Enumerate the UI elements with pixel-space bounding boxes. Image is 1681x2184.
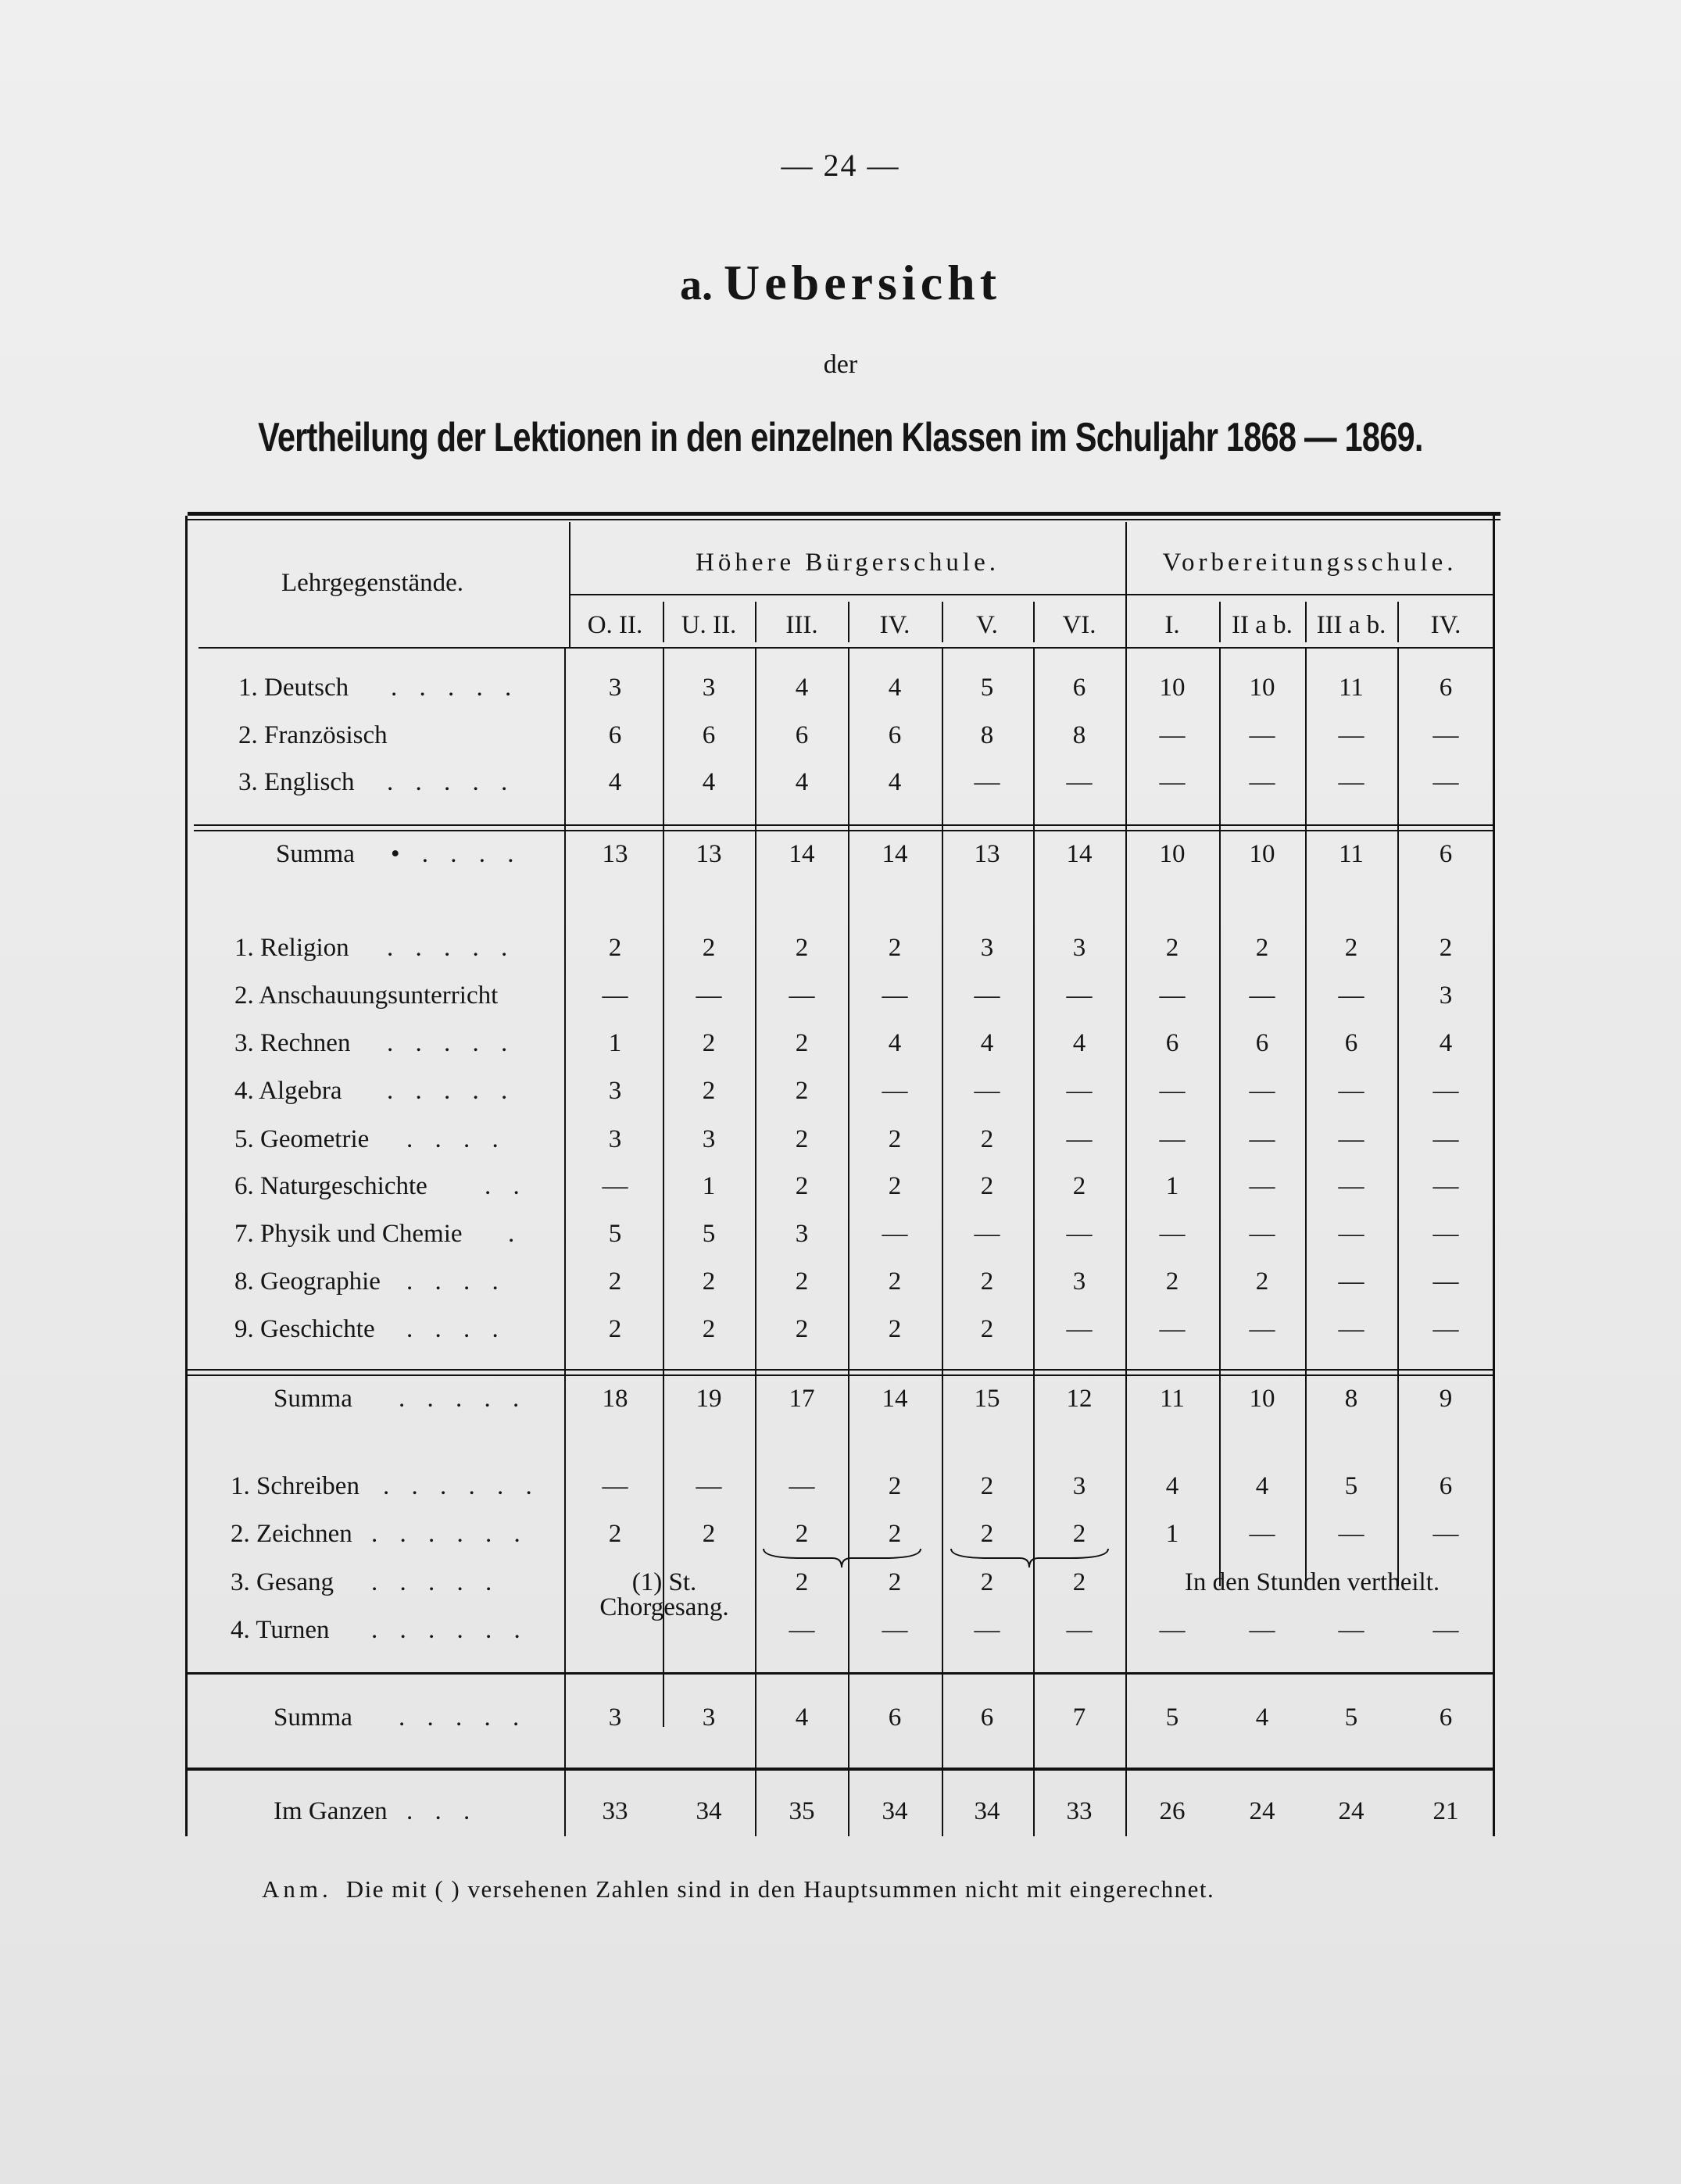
cell-value: — (1249, 1077, 1275, 1105)
column-header: IV. (879, 611, 910, 639)
cell-value: 24 (1338, 1797, 1364, 1825)
cell-value: 2 (888, 1267, 902, 1296)
cell-value: 2 (980, 1472, 994, 1500)
cell-value: — (1159, 768, 1186, 796)
cell-value: 34 (882, 1797, 908, 1825)
cell-value: 34 (696, 1797, 722, 1825)
col-sep (1033, 649, 1035, 1836)
total-rule (188, 1768, 1493, 1771)
cell-value: 6 (1072, 674, 1086, 702)
row-label: 4. Algebra (234, 1077, 342, 1105)
cell-value: 2 (1344, 934, 1358, 962)
row-label: 2. Zeichnen (231, 1520, 352, 1548)
cell-value: — (696, 981, 722, 1010)
cell-value: — (882, 1616, 908, 1644)
cell-value: 2 (1255, 1267, 1269, 1296)
cell-value: 4 (795, 674, 809, 702)
cell-value: 5 (1344, 1703, 1358, 1732)
cell-value: — (1432, 1616, 1459, 1644)
cell-value: — (1159, 981, 1186, 1010)
row-leader-dots: . . . . . (387, 1077, 516, 1105)
cell-value: 6 (608, 721, 622, 749)
cell-value: 4 (1072, 1029, 1086, 1057)
block3-summa-rule (188, 1672, 1493, 1675)
row-label: Summa (274, 1703, 352, 1732)
cell-value: — (1249, 1315, 1275, 1343)
cell-value: 6 (795, 721, 809, 749)
row-label: 3. Rechnen (234, 1029, 351, 1057)
cell-value: 4 (888, 768, 902, 796)
cell-value: 2 (888, 1125, 902, 1153)
cell-value: 33 (602, 1797, 628, 1825)
row-leader-dots: . (508, 1220, 523, 1248)
row-leader-dots: • . . . . (391, 840, 522, 868)
row-leader-dots: . . . . . . (383, 1472, 540, 1500)
cell-value: — (1066, 1315, 1093, 1343)
cell-value: 26 (1159, 1797, 1186, 1825)
cell-value: 11 (1339, 674, 1364, 702)
row-label: 2. Anschauungsunterricht (234, 981, 499, 1010)
table-top-rule (188, 512, 1500, 516)
cell-value: 2 (980, 1125, 994, 1153)
row-leader-dots: . . . . (406, 1267, 506, 1296)
cell-value: — (1066, 1125, 1093, 1153)
cell-value: — (1159, 1125, 1186, 1153)
table-left-border (185, 516, 188, 1836)
cell-value: 7 (1072, 1703, 1086, 1732)
cell-value: 6 (1439, 840, 1453, 868)
cell-value: 14 (882, 840, 908, 868)
cell-value: 8 (980, 721, 994, 749)
cell-value: — (789, 981, 815, 1010)
row-label: 2. Französisch (238, 721, 388, 749)
cell-value: 2 (888, 1568, 902, 1596)
footnote (262, 1875, 1214, 1903)
cell-value: 3 (608, 674, 622, 702)
row-label: Summa (274, 1385, 352, 1413)
cell-value: — (1338, 1077, 1364, 1105)
cell-value: — (1432, 1172, 1459, 1200)
cell-value: 10 (1249, 674, 1275, 702)
cell-value: 2 (795, 934, 809, 962)
page-number: — 24 — (781, 148, 900, 183)
cell-value: — (1249, 1520, 1275, 1548)
row-leader-dots: . . . . . (387, 934, 516, 962)
cell-value: 6 (888, 721, 902, 749)
cell-value: 6 (980, 1703, 994, 1732)
col-sep (1397, 649, 1399, 1586)
row-leader-dots: . . . . . (387, 1029, 516, 1057)
cell-value: 24 (1249, 1797, 1275, 1825)
cell-value: — (1432, 1077, 1459, 1105)
cell-value: — (1338, 721, 1364, 749)
row-leader-dots: . . . . . (399, 1385, 528, 1413)
cell-value: 14 (882, 1385, 908, 1413)
cell-value: 6 (1439, 1472, 1453, 1500)
brace-v-vi (950, 1547, 1110, 1569)
row-label: Im Ganzen (274, 1797, 388, 1825)
cell-value: 5 (1344, 1472, 1358, 1500)
cell-value: 2 (795, 1568, 809, 1596)
cell-value: 14 (789, 840, 815, 868)
cell-value: 2 (795, 1267, 809, 1296)
cell-value: — (602, 1472, 628, 1500)
row-label: 1. Religion (234, 934, 349, 962)
cell-value: — (1066, 1077, 1093, 1105)
cell-value: 18 (602, 1385, 628, 1413)
cell-value: 9 (1439, 1385, 1453, 1413)
cell-value: — (1432, 721, 1459, 749)
col-sep (755, 649, 756, 1836)
page-title (0, 254, 1681, 312)
cell-value: — (1066, 981, 1093, 1010)
group-header-vorbereitungsschule: Vorbereitungsschule. (1162, 549, 1457, 577)
cell-value: — (1432, 768, 1459, 796)
column-header: III. (785, 611, 818, 639)
cell-value: 5 (702, 1220, 716, 1248)
cell-value: 2 (702, 1267, 716, 1296)
cell-value: 2 (608, 934, 622, 962)
cell-value: 3 (1439, 981, 1453, 1010)
cell-value: 2 (1072, 1568, 1086, 1596)
cell-value: 2 (1439, 934, 1453, 962)
body-divider-groups (1125, 649, 1127, 1836)
cell-value: 3 (702, 1125, 716, 1153)
cell-value: — (882, 981, 908, 1010)
cell-value: 11 (1160, 1385, 1185, 1413)
row-leader-dots: . . (485, 1172, 528, 1200)
cell-value: 2 (1165, 934, 1179, 962)
subject-header: Lehrgegenstände. (281, 569, 464, 597)
title-word: Uebersicht (723, 255, 1002, 310)
cell-value: 2 (980, 1520, 994, 1548)
cell-value: 3 (702, 1703, 716, 1732)
footnote-label: Anm. (262, 1875, 332, 1903)
cell-value: 3 (795, 1220, 809, 1248)
cell-value: — (1338, 981, 1364, 1010)
cell-value: 8 (1344, 1385, 1358, 1413)
cell-value: — (1432, 1315, 1459, 1343)
cell-value: — (882, 1077, 908, 1105)
cell-value: 2 (1255, 934, 1269, 962)
cell-value: 3 (608, 1077, 622, 1105)
cell-value: 3 (1072, 934, 1086, 962)
cell-value: — (1066, 1220, 1093, 1248)
cell-value: 4 (888, 1029, 902, 1057)
table-right-border (1493, 516, 1495, 1836)
cell-value: 2 (795, 1029, 809, 1057)
cell-value: 2 (888, 1315, 902, 1343)
cell-value: 3 (608, 1125, 622, 1153)
cell-value: — (1159, 1077, 1186, 1105)
cell-value: 2 (608, 1315, 622, 1343)
cell-value: 3 (1072, 1472, 1086, 1500)
cell-value: — (1066, 768, 1093, 796)
cell-value: — (1159, 1315, 1186, 1343)
cell-value: 1 (702, 1172, 716, 1200)
cell-value: 2 (888, 1520, 902, 1548)
cell-value: 13 (974, 840, 1000, 868)
cell-value: — (1249, 1616, 1275, 1644)
row-label: 4. Turnen (231, 1616, 330, 1644)
row-label: 1. Schreiben (231, 1472, 359, 1500)
cell-value: — (974, 981, 1000, 1010)
column-header: O. II. (587, 611, 643, 639)
cell-value: 6 (1165, 1029, 1179, 1057)
group-header-hoehere-buergerschule: Höhere Bürgerschule. (696, 549, 1000, 577)
cell-value: 2 (795, 1172, 809, 1200)
cell-value: 2 (1165, 1267, 1179, 1296)
cell-value: 4 (795, 1703, 809, 1732)
vorbereitung-note: In den Stunden vertheilt. (1184, 1568, 1440, 1596)
cell-value: 2 (980, 1267, 994, 1296)
cell-value: 4 (608, 768, 622, 796)
cell-value: 35 (789, 1797, 815, 1825)
cell-value: 13 (696, 840, 722, 868)
cell-value: — (1338, 1220, 1364, 1248)
cell-value: 21 (1432, 1797, 1459, 1825)
column-header: I. (1164, 611, 1180, 639)
cell-value: — (1338, 768, 1364, 796)
cell-value: — (1338, 1125, 1364, 1153)
cell-value: 2 (1072, 1520, 1086, 1548)
cell-value: 5 (608, 1220, 622, 1248)
cell-value: — (1249, 1220, 1275, 1248)
row-label: 5. Geometrie (234, 1125, 370, 1153)
cell-value: — (974, 1220, 1000, 1248)
row-label: 3. Gesang (231, 1568, 334, 1596)
col-sep (1219, 649, 1221, 1586)
cell-value: 3 (980, 934, 994, 962)
cell-value: 2 (702, 1315, 716, 1343)
cell-value: 2 (702, 934, 716, 962)
block1-summa-rule (194, 824, 1493, 826)
cell-value: — (1159, 1220, 1186, 1248)
cell-value: 4 (702, 768, 716, 796)
cell-value: 2 (888, 1472, 902, 1500)
cell-value: 8 (1072, 721, 1086, 749)
cell-value: 6 (702, 721, 716, 749)
column-header: II a b. (1232, 611, 1293, 639)
column-header: VI. (1062, 611, 1096, 639)
row-leader-dots: . . . . . (391, 674, 520, 702)
cell-value: 2 (702, 1077, 716, 1105)
header-group-rule (570, 594, 1493, 595)
cell-value: 2 (795, 1125, 809, 1153)
row-leader-dots: . . . . . (399, 1703, 528, 1732)
cell-value: — (974, 1616, 1000, 1644)
cell-value: 19 (696, 1385, 722, 1413)
cell-value: 3 (1072, 1267, 1086, 1296)
cell-value: 4 (980, 1029, 994, 1057)
row-leader-dots: . . . . . (387, 768, 516, 796)
cell-value: — (1249, 1172, 1275, 1200)
cell-value: 2 (795, 1077, 809, 1105)
column-header: IV. (1430, 611, 1461, 639)
cell-value: 2 (980, 1315, 994, 1343)
cell-value: 6 (1439, 1703, 1453, 1732)
cell-value: 1 (1165, 1520, 1179, 1548)
cell-value: — (602, 981, 628, 1010)
column-header: III a b. (1316, 611, 1386, 639)
cell-value: 6 (1255, 1029, 1269, 1057)
header-bottom-rule (199, 647, 1493, 649)
cell-value: 4 (1255, 1703, 1269, 1732)
cell-value: 4 (1439, 1029, 1453, 1057)
cell-value: 6 (888, 1703, 902, 1732)
body-divider-subjects (564, 649, 566, 1836)
row-leader-dots: . . . . . (371, 1568, 500, 1596)
cell-value: — (1338, 1172, 1364, 1200)
cell-value: 4 (888, 674, 902, 702)
cell-value: 13 (602, 840, 628, 868)
cell-value: — (1432, 1520, 1459, 1548)
footnote-text: Die mit ( ) versehenen Zahlen sind in den Hauptsummen nicht mit eingerechnet. (345, 1875, 1215, 1903)
cell-value: — (882, 1220, 908, 1248)
cell-value: — (974, 768, 1000, 796)
cell-value: 34 (974, 1797, 1000, 1825)
column-header: U. II. (681, 611, 737, 639)
cell-value: — (1432, 1125, 1459, 1153)
cell-value: 2 (608, 1520, 622, 1548)
cell-value: 11 (1339, 840, 1364, 868)
cell-value: — (789, 1616, 815, 1644)
cell-value: — (1338, 1616, 1364, 1644)
block1-summa-rule-2 (194, 830, 1493, 831)
cell-value: 2 (702, 1029, 716, 1057)
col-sep (1305, 649, 1307, 1586)
row-label: 7. Physik und Chemie (234, 1220, 463, 1248)
cell-value: 10 (1249, 840, 1275, 868)
row-leader-dots: . . . . . . (371, 1616, 528, 1644)
cell-value: 2 (608, 1267, 622, 1296)
cell-value: 10 (1159, 840, 1186, 868)
cell-value: 2 (980, 1568, 994, 1596)
table-top-rule-thin (188, 519, 1500, 520)
col-sep (942, 649, 943, 1836)
cell-value: 15 (974, 1385, 1000, 1413)
title-connector: der (823, 350, 858, 379)
row-leader-dots: . . . . (406, 1315, 506, 1343)
brace-iii-iv (762, 1547, 922, 1569)
cell-value: — (1338, 1315, 1364, 1343)
cell-value: 5 (1165, 1703, 1179, 1732)
gesang-note: (1) St. (631, 1568, 697, 1596)
cell-value: 2 (888, 934, 902, 962)
cell-value: — (1338, 1520, 1364, 1548)
cell-value: 4 (1165, 1472, 1179, 1500)
cell-value: 4 (795, 768, 809, 796)
cell-value: 4 (1255, 1472, 1269, 1500)
col-sep (848, 649, 849, 1836)
row-leader-dots: . . . . . . (371, 1520, 528, 1548)
cell-value: 10 (1249, 1385, 1275, 1413)
cell-value: 2 (702, 1520, 716, 1548)
cell-value: 33 (1066, 1797, 1093, 1825)
cell-value: 2 (980, 1172, 994, 1200)
block2-summa-rule (188, 1369, 1493, 1371)
cell-value: 2 (795, 1315, 809, 1343)
row-label: 9. Geschichte (234, 1315, 375, 1343)
block2-summa-rule-2 (188, 1374, 1493, 1376)
cell-value: — (696, 1472, 722, 1500)
col-sep (663, 649, 664, 1727)
cell-value: 3 (608, 1703, 622, 1732)
cell-value: 6 (1439, 674, 1453, 702)
cell-value: — (789, 1472, 815, 1500)
cell-value: — (1249, 768, 1275, 796)
cell-value: 2 (795, 1520, 809, 1548)
row-label: 8. Geographie (234, 1267, 381, 1296)
cell-value: — (1159, 1616, 1186, 1644)
cell-value: 1 (608, 1029, 622, 1057)
gesang-note-chorgesang: Chorgesang. (599, 1593, 729, 1621)
cell-value: — (1249, 721, 1275, 749)
cell-value: 6 (1344, 1029, 1358, 1057)
cell-value: 3 (702, 674, 716, 702)
row-label: Summa (276, 840, 355, 868)
cell-value: 17 (789, 1385, 815, 1413)
cell-value: — (1249, 981, 1275, 1010)
cell-value: — (1249, 1125, 1275, 1153)
row-label: 6. Naturgeschichte (234, 1172, 427, 1200)
title-prefix: a. (679, 261, 713, 309)
row-leader-dots: . . . . (406, 1125, 506, 1153)
row-label: 3. Englisch (238, 768, 355, 796)
cell-value: — (1159, 721, 1186, 749)
cell-value: 2 (888, 1172, 902, 1200)
cell-value: 10 (1159, 674, 1186, 702)
cell-value: 12 (1066, 1385, 1093, 1413)
column-header: V. (976, 611, 998, 639)
cell-value: 5 (980, 674, 994, 702)
cell-value: — (602, 1172, 628, 1200)
row-leader-dots: . . . (406, 1797, 478, 1825)
row-label: 1. Deutsch (238, 674, 349, 702)
cell-value: — (1066, 1616, 1093, 1644)
subtitle: Vertheilung der Lektionen in den einzelnen Klassen im Schuljahr 1868 — 1869. (258, 415, 1423, 460)
cell-value: 2 (1072, 1172, 1086, 1200)
cell-value: — (1432, 1267, 1459, 1296)
cell-value: — (1338, 1267, 1364, 1296)
cell-value: 14 (1066, 840, 1093, 868)
cell-value: — (1432, 1220, 1459, 1248)
cell-value: — (974, 1077, 1000, 1105)
cell-value: 1 (1165, 1172, 1179, 1200)
